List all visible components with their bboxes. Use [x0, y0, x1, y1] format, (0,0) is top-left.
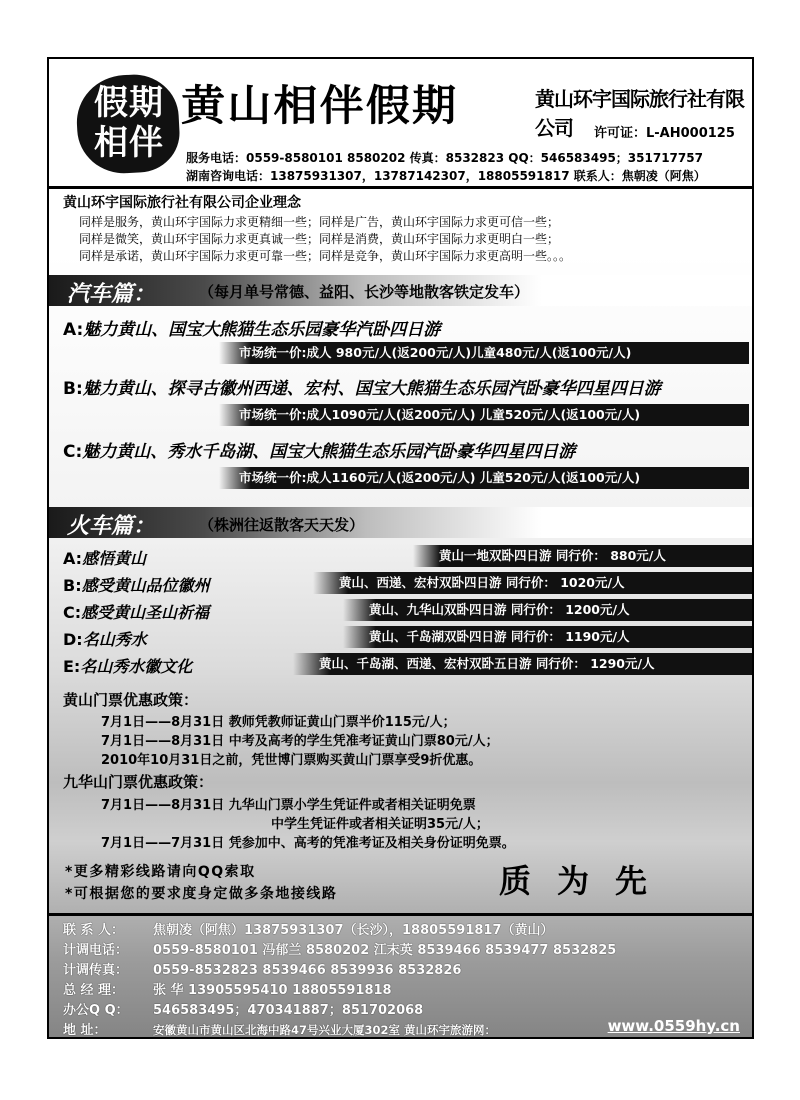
- website-link[interactable]: www.0559hy.cn: [607, 1017, 740, 1035]
- service-contact-line: 服务电话：0559-8580101 8580202 传真：8532823 QQ：546583495；351717757: [186, 151, 703, 165]
- jiuhua-policy-line: 中学生凭证件或者相关证明35元/人；: [271, 817, 489, 832]
- train-route-b: [63, 572, 753, 594]
- bus-route-a: [63, 315, 440, 340]
- footer-value: 张 华 13905595410 18805591818: [153, 983, 392, 998]
- train-route-detail: 黄山一地双卧四日游 同行价： 880元/人: [413, 545, 753, 567]
- bus-price-b: 市场统一价:成人1090元/人(返200元/人) 儿童520元/人(返100元/人): [219, 404, 749, 426]
- bus-route-c: [63, 437, 575, 462]
- philosophy-line: 同样是微笑，黄山环宇国际力求更真诚一些；同样是消费，黄山环宇国际力求更明白一些；: [79, 232, 560, 246]
- huangshan-policy-line: 7月1日——8月31日 教师凭教师证黄山门票半价115元/人；: [101, 715, 456, 730]
- philosophy-line: 同样是承诺，黄山环宇国际力求更可靠一些；同样是竞争，黄山环宇国际力求更高明一些。。。: [79, 249, 572, 263]
- train-route-name: [63, 573, 210, 596]
- route-name: 感受黄山品位徽州: [81, 576, 210, 595]
- footer-value: 焦朝凌（阿焦）13875931307（长沙），18805591817（黄山）: [153, 923, 554, 938]
- train-route-name: [63, 627, 147, 650]
- logo-text: 假期相伴: [94, 83, 164, 163]
- train-route-detail: 黄山、西递、宏村双卧四日游 同行价： 1020元/人: [313, 572, 753, 594]
- train-route-e: [63, 653, 753, 675]
- footer-label: 联 系 人：: [63, 923, 125, 938]
- footer-divider: [49, 913, 752, 916]
- route-name: 名山秀水徽文化: [80, 657, 193, 676]
- promo-more-routes: *更多精彩线路请向QQ索取: [65, 864, 256, 880]
- footer-label: 计调电话：: [63, 943, 129, 958]
- train-route-name: [63, 600, 209, 623]
- license-number: 许可证：L-AH000125: [594, 126, 735, 141]
- hunan-contact-line: 湖南咨询电话：13875931307，13787142307，18805591817 联系人：焦朝凌（阿焦）: [186, 169, 706, 183]
- route-name: 感悟黄山: [82, 549, 147, 568]
- company-name: 黄山环宇国际旅行社有限公司: [535, 87, 744, 140]
- route-key: A:: [63, 320, 84, 340]
- bus-route-b: [63, 374, 661, 399]
- footer-manager: [63, 979, 392, 998]
- footer-qq: [63, 999, 423, 1018]
- bus-section-subtitle: （每月单号常德、益阳、长沙等地散客铁定发车）: [199, 283, 530, 301]
- footer-label: 地 址：: [63, 1023, 107, 1038]
- bus-price-c: 市场统一价:成人1160元/人(返200元/人) 儿童520元/人(返100元/人): [219, 467, 749, 489]
- quality-slogan: 质为先: [499, 862, 674, 900]
- huangshan-policy-title: 黄山门票优惠政策：: [63, 691, 199, 709]
- train-section-subtitle: （株洲往返散客天天发）: [199, 516, 365, 534]
- footer-label: 办公Q Q：: [63, 1003, 129, 1018]
- route-name: 名山秀水: [82, 630, 147, 649]
- train-route-detail: 黄山、千岛湖双卧四日游 同行价： 1190元/人: [343, 626, 753, 648]
- footer-address: [63, 1019, 496, 1038]
- route-key: B:: [63, 576, 82, 595]
- bus-section-title: 汽车篇：: [67, 281, 156, 307]
- footer-value: 安徽黄山市黄山区北海中路47号兴业大厦302室 黄山环宇旅游网：: [153, 1023, 497, 1037]
- huangshan-policy-line: 7月1日——8月31日 中考及高考的学生凭准考证黄山门票80元/人；: [101, 734, 499, 749]
- footer-value: 0559-8532823 8539466 8539936 8532826: [153, 963, 462, 978]
- header-divider: [49, 186, 752, 189]
- footer-value: 546583495；470341887；851702068: [153, 1003, 424, 1018]
- huangshan-policy-line: 2010年10月31日之前，凭世博门票购买黄山门票享受9折优惠。: [101, 753, 482, 768]
- brand-title: 黄山相伴假期: [181, 81, 459, 130]
- philosophy-line: 同样是服务，黄山环宇国际力求更精细一些；同样是广告，黄山环宇国际力求更可信一些；: [79, 215, 560, 229]
- route-key: D:: [63, 630, 83, 649]
- route-key: A:: [63, 549, 83, 568]
- train-route-a: [63, 545, 753, 567]
- bus-price-a: 市场统一价:成人 980元/人(返200元/人)儿童480元/人(返100元/人): [219, 342, 749, 364]
- footer-label: 总 经 理：: [63, 983, 125, 998]
- route-key: C:: [63, 603, 82, 622]
- footer-fax: [63, 959, 461, 978]
- footer-phone: [63, 939, 616, 958]
- route-key: E:: [63, 657, 81, 676]
- train-route-detail: 黄山、千岛湖、西递、宏村双卧五日游 同行价： 1290元/人: [293, 653, 753, 675]
- route-name: 魅力黄山、国宝大熊猫生态乐园豪华汽卧四日游: [83, 320, 441, 340]
- route-name: 魅力黄山、探寻古徽州西递、宏村、国宝大熊猫生态乐园汽卧豪华四星四日游: [82, 379, 661, 399]
- jiuhua-policy-line: 7月1日——7月31日 凭参加中、高考的凭准考证及相关身份证明免票。: [101, 836, 515, 851]
- train-route-c: [63, 599, 753, 621]
- route-name: 感受黄山圣山祈福: [81, 603, 210, 622]
- flyer-frame: [47, 57, 754, 1039]
- footer-value: 0559-8580101 冯郁兰 8580202 江末英 8539466 8539477 8532825: [153, 943, 617, 958]
- jiuhua-policy-line: 7月1日——8月31日 九华山门票小学生凭证件或者相关证明免票: [101, 798, 476, 813]
- route-key: B:: [63, 379, 83, 399]
- footer-contact: [63, 919, 554, 938]
- train-route-name: [63, 546, 146, 569]
- footer-label: 计调传真：: [63, 963, 129, 978]
- route-name: 魅力黄山、秀水千岛湖、国宝大熊猫生态乐园汽卧豪华四星四日游: [82, 442, 576, 462]
- train-section-title: 火车篇：: [67, 513, 156, 539]
- route-key: C:: [63, 442, 83, 462]
- train-route-name: [63, 654, 192, 677]
- philosophy-title: 黄山环宇国际旅行社有限公司企业理念: [63, 195, 301, 211]
- jiuhua-policy-title: 九华山门票优惠政策：: [63, 773, 214, 791]
- train-route-detail: 黄山、九华山双卧四日游 同行价： 1200元/人: [343, 599, 753, 621]
- train-route-d: [63, 626, 753, 648]
- promo-custom-routes: *可根据您的要求度身定做多条地接线路: [65, 886, 338, 902]
